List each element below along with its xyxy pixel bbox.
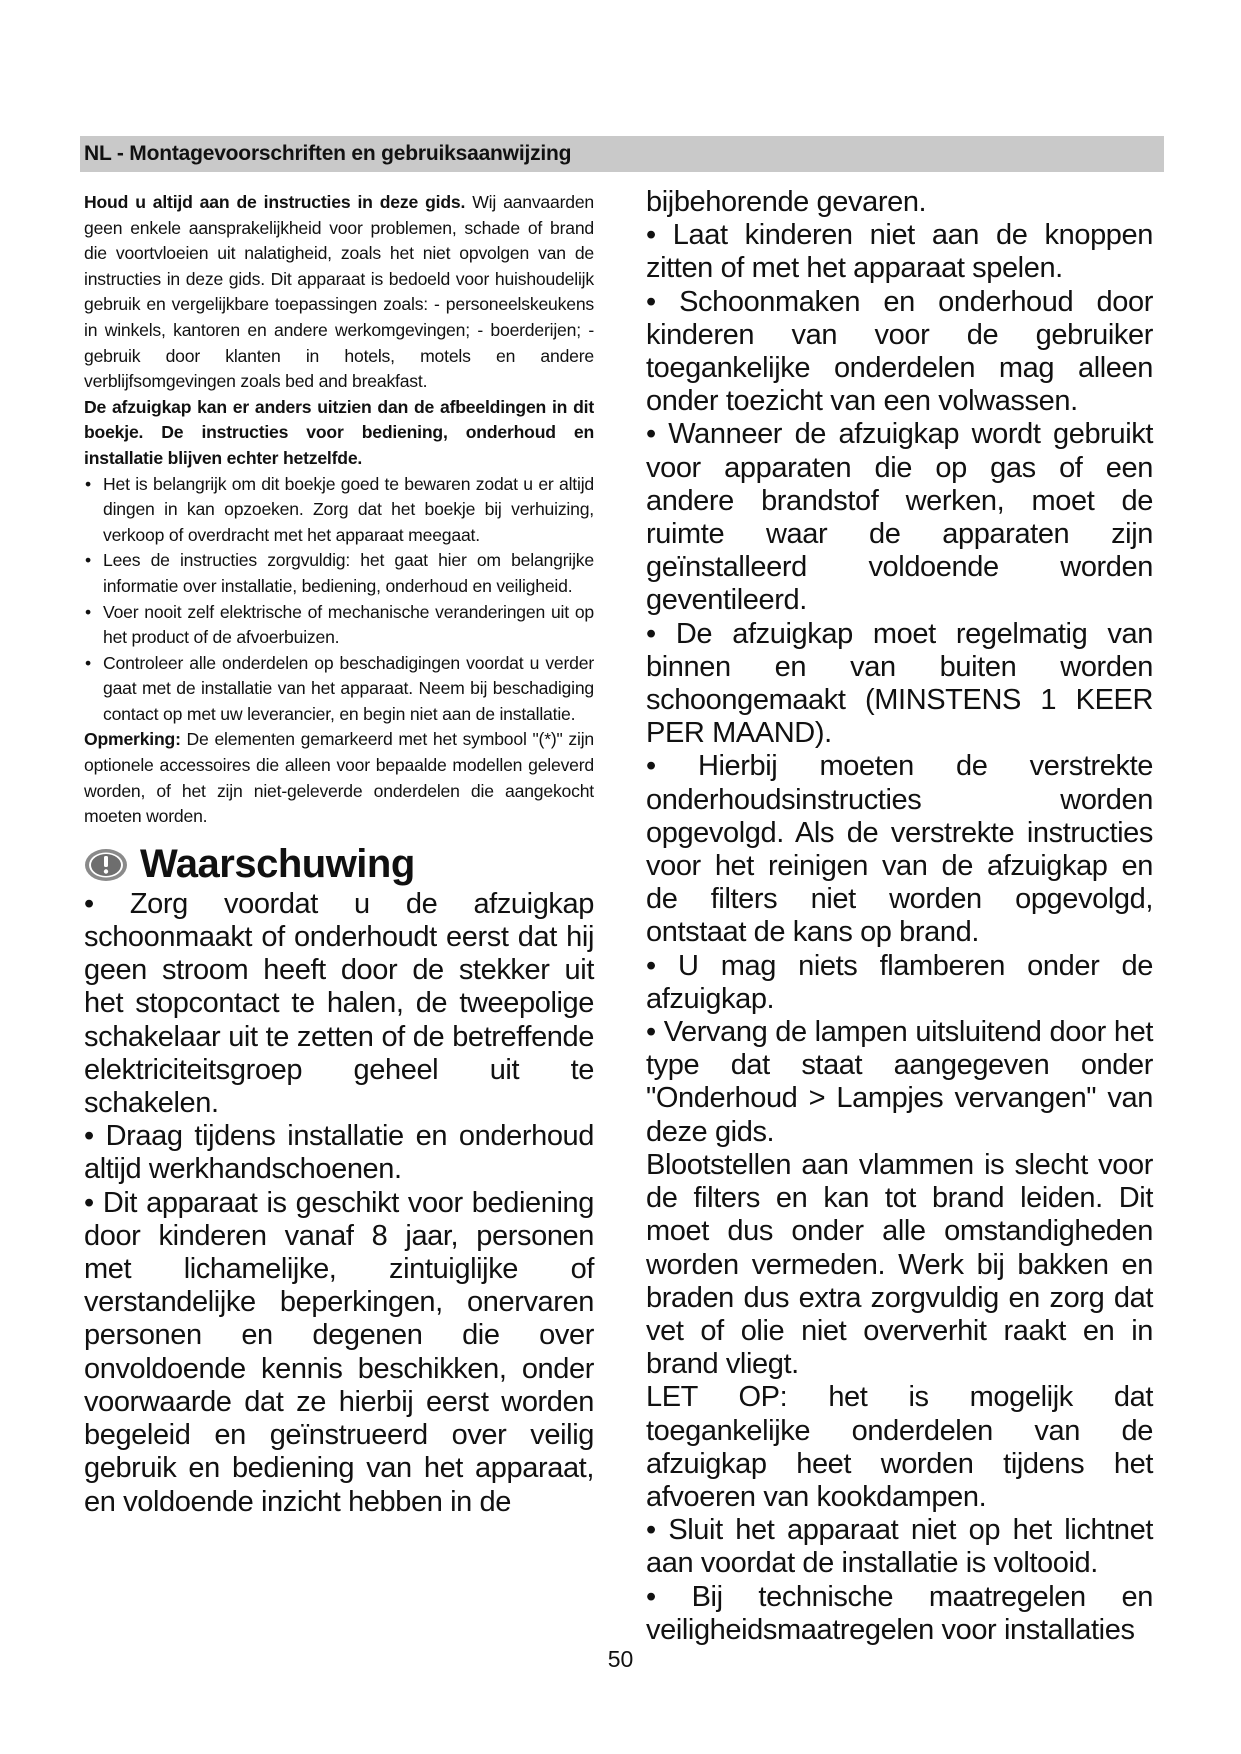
warning-paragraph: • Zorg voordat u de afzuigkap schoonmaakt of onderhoudt eerst dat hij geen stroom heeft door de stekker uit het stopcontact te halen, de tweepolige schakelaar uit te zetten of de betreffende elektriciteitsgroep geheel uit te schakelen. (84, 887, 594, 1120)
warning-paragraph: Blootstellen aan vlammen is slecht voor de filters en kan tot brand leiden. Dit moet dus onder alle omstandigheden worden vermeden. Werk bij bakken en braden dus extra zorgvuldig en zorg dat vet of olie niet oververhit raakt en in brand vliegt. (646, 1148, 1153, 1381)
intro-section (84, 190, 594, 830)
remark-label: Opmerking: (84, 729, 181, 750)
section-title: NL - Montagevoorschriften en gebruiksaanwijzing (84, 142, 572, 165)
instruction-list (84, 472, 594, 728)
warning-paragraph: • Sluit het apparaat niet op het lichtnet aan voordat de installatie is voltooid. (646, 1514, 1153, 1580)
warning-icon (84, 848, 128, 882)
warning-paragraph: • Wanneer de afzuigkap wordt gebruikt voor apparaten die op gas of een andere brandstof werken, moet de ruimte waar de apparaten zijn geïnstalleerd voldoende worden geventileerd. (646, 418, 1153, 617)
warning-paragraph: • Dit apparaat is geschikt voor bediening door kinderen vanaf 8 jaar, personen met lichamelijke, zintuiglijke of verstandelijke beperkingen, onervaren personen en degenen die over onvoldoende kennis beschikken, onder voorwaarde dat ze hierbij eerst worden begeleid en geïnstrueerd over veilig gebruik en bediening van het apparaat, en voldoende inzicht hebben in de (84, 1186, 594, 1518)
notice-paragraph: De afzuigkap kan er anders uitzien dan de afbeeldingen in dit boekje. De instructies voor bediening, onderhoud en installatie blijven echter hetzelfde. (84, 396, 594, 468)
right-column (646, 186, 1153, 1647)
page-number: 50 (607, 1646, 634, 1672)
warning-paragraph: • U mag niets flamberen onder de afzuigkap. (646, 949, 1153, 1015)
warning-paragraph: • Laat kinderen niet aan de knoppen zitten of met het apparaat spelen. (646, 219, 1153, 285)
list-item: • Het is belangrijk om dit boekje goed te bewaren zodat u er altijd dingen in kan opzoeken. Zorg dat het boekje bij verhuizing, verkoop of overdracht met het apparaat meegaat. (84, 472, 594, 549)
list-item: • Lees de instructies zorgvuldig: het gaat hier om belangrijke informatie over installatie, bediening, onderhoud en veiligheid. (84, 548, 594, 599)
warning-paragraph: • Schoonmaken en onderhoud door kinderen van voor de gebruiker toegankelijke onderdelen mag alleen onder toezicht van een volwassen. (646, 285, 1153, 418)
warning-body-continued (646, 186, 1153, 1647)
warning-heading (84, 842, 594, 888)
warning-paragraph: • De afzuigkap moet regelmatig van binnen en van buiten worden schoongemaakt (MINSTENS 1 KEER PER MAAND). (646, 617, 1153, 750)
remark-paragraph (84, 727, 594, 829)
warning-paragraph: • Hierbij moeten de verstrekte onderhoudsinstructies worden opgevolgd. Als de verstrekte instructies voor het reinigen van de afzuigkap en de filters niet worden opgevolgd, ontstaat de kans op brand. (646, 750, 1153, 949)
warning-paragraph: LET OP: het is mogelijk dat toegankelijke onderdelen van de afzuigkap heet worden tijdens het afvoeren van kookdampen. (646, 1381, 1153, 1513)
list-item: • Controleer alle onderdelen op beschadigingen voordat u verder gaat met de installatie van het apparaat. Neem bij beschadiging contact op met uw leverancier, en begin niet aan de installatie. (84, 651, 594, 728)
section-header (80, 136, 1164, 172)
list-item: • Voer nooit zelf elektrische of mechanische veranderingen uit op het product of de afvoerbuizen. (84, 600, 594, 651)
warning-paragraph: • Vervang de lampen uitsluitend door het type dat staat aangegeven onder "Onderhoud > Lampjes vervangen" van deze gids. (646, 1016, 1153, 1148)
intro-bold: Houd u altijd aan de instructies in deze gids. (84, 192, 466, 212)
warning-paragraph: bijbehorende gevaren. (646, 186, 927, 218)
remark-text: De elementen gemarkeerd met het symbool "(*)" zijn optionele accessoires die alleen voor bepaalde modellen geleverd worden, of het zijn niet-geleverde onderdelen die aangekocht moeten worden. (84, 729, 594, 827)
warning-title: Waarschuwing (140, 842, 415, 887)
warning-body (84, 888, 594, 1519)
left-column (84, 190, 594, 1519)
intro-text: Wij aanvaarden geen enkele aansprakelijkheid voor problemen, schade of brand die voortvloeien uit nalatigheid, zoals het niet opvolgen van de instructies in deze gids. Dit apparaat is bedoeld voor huishoudelijk gebruik en vergelijkbare toepassingen zoals: - personeelskeukens in winkels, kantoren en andere werkomgevingen; - boerderijen; - gebruik door klanten in hotels, motels en andere verblijfsomgevingen zoals bed and breakfast. (84, 192, 595, 392)
intro-paragraph (84, 190, 594, 395)
warning-paragraph: • Bij technische maatregelen en veiligheidsmaatregelen voor installaties (646, 1580, 1153, 1646)
warning-paragraph: • Draag tijdens installatie en onderhoud altijd werkhandschoenen. (84, 1120, 594, 1186)
